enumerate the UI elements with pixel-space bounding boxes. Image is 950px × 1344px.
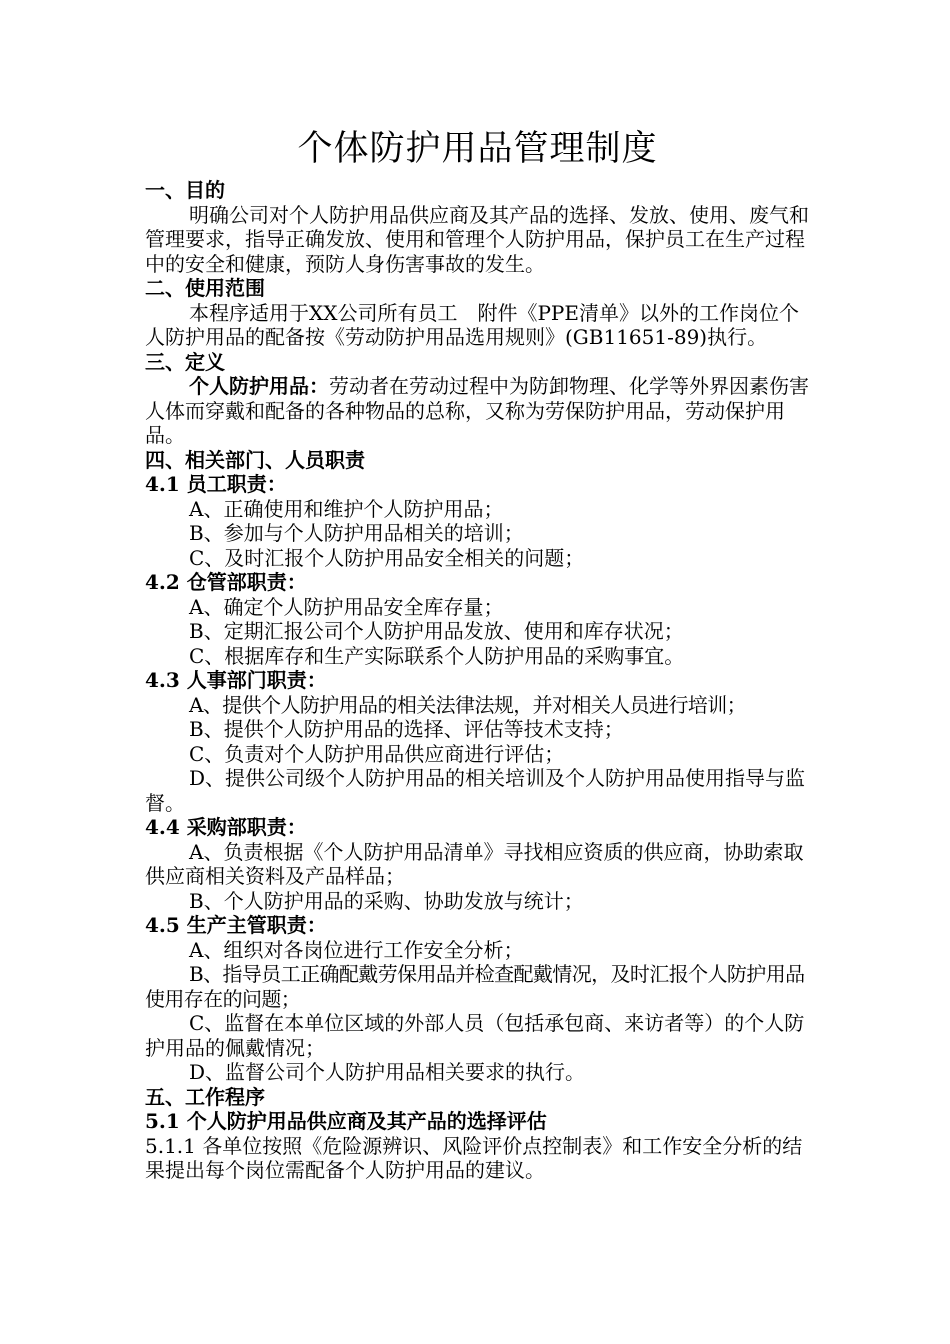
subsection-heading-warehouse: 4.2 仓管部职责： xyxy=(145,570,307,594)
section-heading-definition: 三、定义 xyxy=(145,349,225,374)
list-item: B、定期汇报公司个人防护用品发放、使用和库存状况； xyxy=(189,619,684,643)
list-item: B、提供个人防护用品的选择、评估等技术支持； xyxy=(189,717,624,741)
subsection-heading-supplier-evaluation: 5.1 个人防护用品供应商及其产品的选择评估 xyxy=(145,1109,547,1133)
subsection-heading-employee: 4.1 员工职责： xyxy=(145,472,287,496)
subsection-heading-purchasing: 4.4 采购部职责： xyxy=(145,815,307,839)
section-heading-responsibilities: 四、相关部门、人员职责 xyxy=(145,447,365,472)
section-heading-scope: 二、使用范围 xyxy=(145,276,265,300)
subsection-heading-production: 4.5 生产主管职责： xyxy=(145,913,327,937)
definition-text: 劳动者在劳动过程中为防卸物理、化学等外界因素伤害人体而穿戴和配备的各种物品的总称，又称为劳保防护用品，劳动保护用品。 xyxy=(145,374,809,447)
list-item: A、组织对各岗位进行工作安全分析； xyxy=(189,937,524,962)
document-body xyxy=(145,122,810,1183)
list-item: C、监督在本单位区域的外部人员（包括承包商、来访者等）的个人防护用品的佩戴情况； xyxy=(145,1011,805,1060)
list-item: C、及时汇报个人防护用品安全相关的问题； xyxy=(189,545,585,570)
document-title: 个体防护用品管理制度 xyxy=(297,129,658,169)
list-item: A、确定个人防护用品安全库存量； xyxy=(189,594,504,619)
clause-5-1-1: 5.1.1 各单位按照《危险源辨识、风险评价点控制表》和工作安全分析的结果提出每个岗位需配备个人防护用品的建议。 xyxy=(145,1133,803,1182)
list-item: C、根据库存和生产实际联系个人防护用品的采购事宜。 xyxy=(189,643,685,668)
section-paragraph-scope: 本程序适用于XX公司所有员工 附件《PPE清单》以外的工作岗位个人防护用品的配备按《劳动防护用品选用规则》(GB11651-89)执行。 xyxy=(145,300,799,349)
list-item: C、负责对个人防护用品供应商进行评估； xyxy=(189,741,565,766)
section-heading-purpose: 一、目的 xyxy=(145,178,225,202)
list-item: D、提供公司级个人防护用品的相关培训及个人防护用品使用指导与监督。 xyxy=(145,766,806,815)
list-item: A、正确使用和维护个人防护用品； xyxy=(189,496,504,521)
subsection-heading-hr: 4.3 人事部门职责： xyxy=(145,668,327,692)
list-item: B、个人防护用品的采购、协助发放与统计； xyxy=(189,888,584,913)
list-item: B、指导员工正确配戴劳保用品并检查配戴情况，及时汇报个人防护用品使用存在的问题； xyxy=(145,962,805,1011)
list-item: D、监督公司个人防护用品相关要求的执行。 xyxy=(189,1060,586,1084)
section-paragraph-definition xyxy=(145,374,810,448)
list-item: A、提供个人防护用品的相关法律法规，并对相关人员进行培训； xyxy=(189,692,747,717)
definition-term: 个人防护用品： xyxy=(189,374,329,398)
list-item: A、负责根据《个人防护用品清单》寻找相应资质的供应商，协助索取供应商相关资料及产品样品； xyxy=(145,839,804,888)
list-item: B、参加与个人防护用品相关的培训； xyxy=(189,521,524,545)
section-paragraph-purpose: 明确公司对个人防护用品供应商及其产品的选择、发放、使用、废气和管理要求，指导正确发放、使用和管理个人防护用品，保护员工在生产过程中的安全和健康，预防人身伤害事故的发生。 xyxy=(145,202,809,276)
section-heading-procedure: 五、工作程序 xyxy=(145,1084,265,1109)
